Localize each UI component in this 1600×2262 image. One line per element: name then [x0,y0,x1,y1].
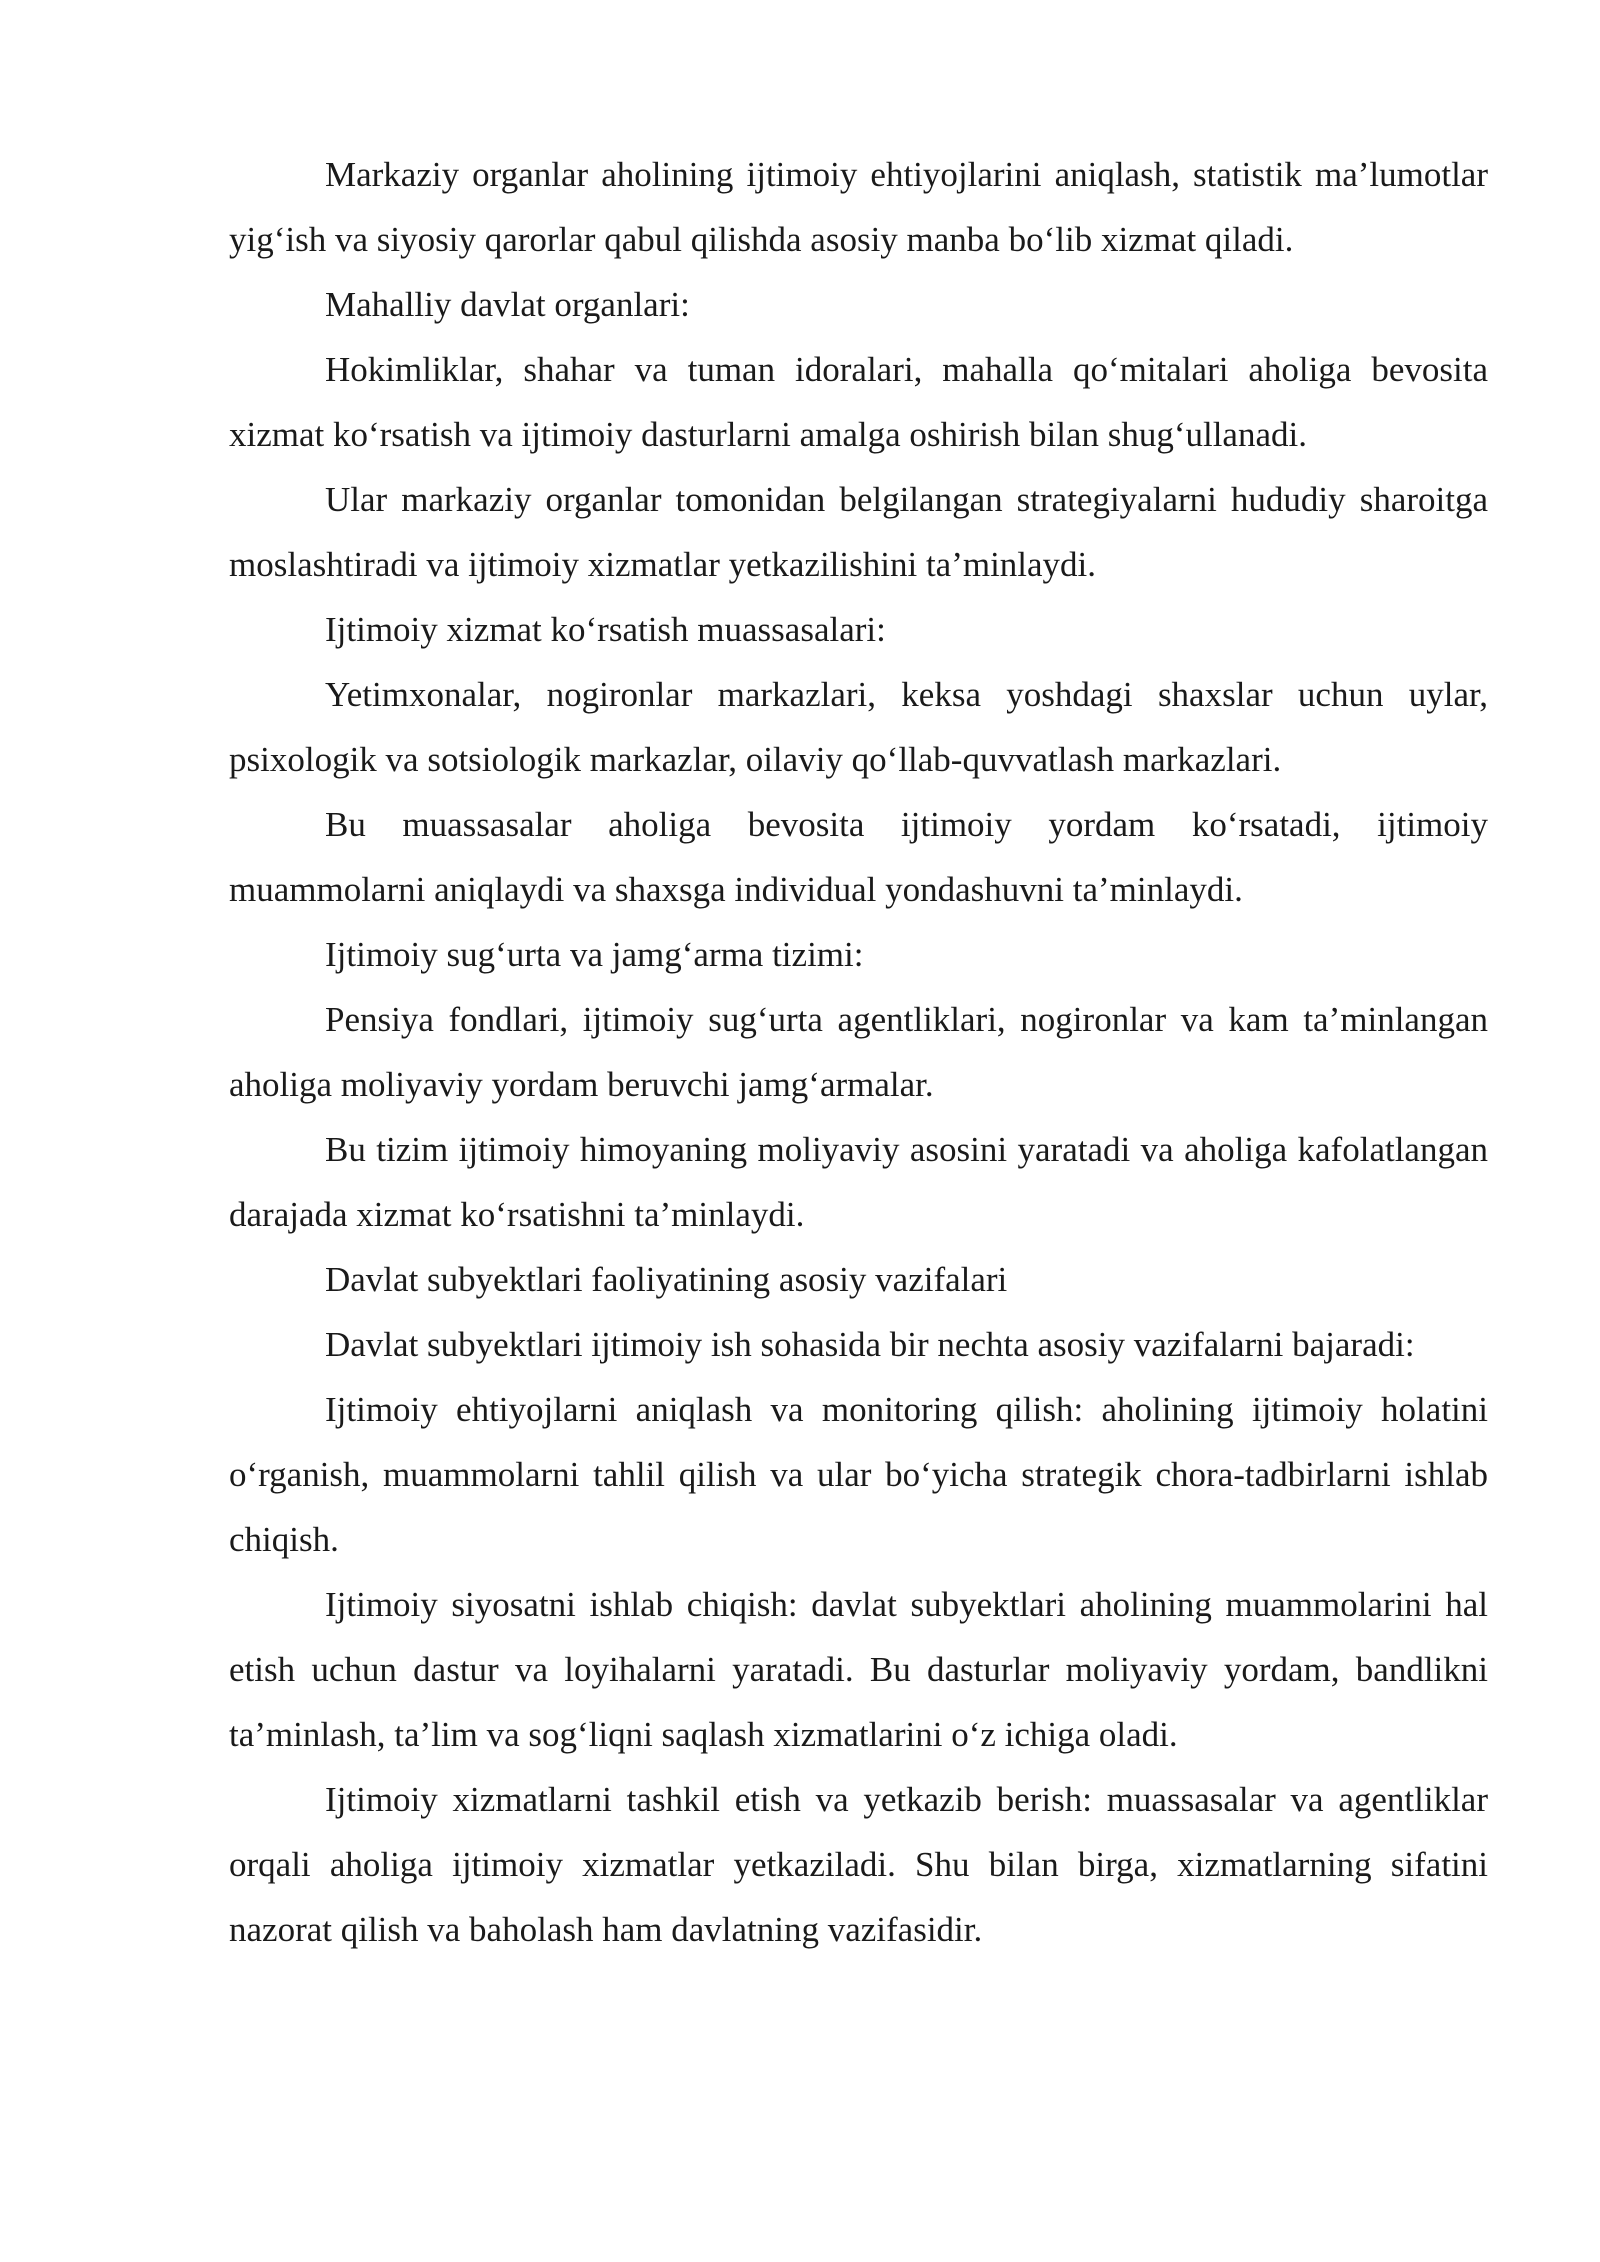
paragraph-task-social-policy: Ijtimoiy siyosatni ishlab chiqish: davlat subyektlari aholining muammolarini hal etish uchun dastur va loyihalarni yaratadi. Bu dasturlar moliyaviy yordam, bandlikni ta’minlash, ta’lim va sog‘liqni saqlash xizmatlarini o‘z ichiga oladi. [229,1585,1488,1754]
heading-social-insurance-system: Ijtimoiy sug‘urta va jamg‘arma tizimi: [325,935,864,974]
heading-local-government-bodies: Mahalliy davlat organlari: [325,285,690,324]
paragraph-insurance-list: Pensiya fondlari, ijtimoiy sug‘urta agentliklari, nogironlar va kam ta’minlangan aholiga moliyaviy yordam beruvchi jamg‘armalar. [229,1000,1488,1104]
paragraph-tasks-intro: Davlat subyektlari ijtimoiy ish sohasida bir nechta asosiy vazifalarni bajaradi: [325,1325,1415,1364]
heading-main-tasks: Davlat subyektlari faoliyatining asosiy vazifalari [325,1260,1008,1299]
paragraph-insurance-role: Bu tizim ijtimoiy himoyaning moliyaviy asosini yaratadi va aholiga kafolatlangan darajada xizmat ko‘rsatishni ta’minlaydi. [229,1130,1488,1234]
paragraph-institutions-role: Bu muassasalar aholiga bevosita ijtimoiy yordam ko‘rsatadi, ijtimoiy muammolarni aniqlaydi va shaxsga individual yondashuvni ta’minlaydi. [229,805,1488,909]
paragraph-local-bodies-role: Ular markaziy organlar tomonidan belgilangan strategiyalarni hududiy sharoitga moslashtiradi va ijtimoiy xizmatlar yetkazilishini ta’minlaydi. [229,480,1488,584]
paragraph-task-needs-monitoring: Ijtimoiy ehtiyojlarni aniqlash va monitoring qilish: aholining ijtimoiy holatini o‘rganish, muammolarni tahlil qilish va ular bo‘yicha strategik chora-tadbirlarni ishlab chiqish. [229,1390,1488,1559]
paragraph-institutions-list: Yetimxonalar, nogironlar markazlari, keksa yoshdagi shaxslar uchun uylar, psixologik va sotsiologik markazlar, oilaviy qo‘llab-quvvatlash markazlari. [229,675,1488,779]
document-body [229,142,1488,1962]
paragraph-local-bodies-list: Hokimliklar, shahar va tuman idoralari, mahalla qo‘mitalari aholiga bevosita xizmat ko‘rsatish va ijtimoiy dasturlarni amalga oshirish bilan shug‘ullanadi. [229,350,1488,454]
paragraph-task-service-delivery: Ijtimoiy xizmatlarni tashkil etish va yetkazib berish: muassasalar va agentliklar orqali aholiga ijtimoiy xizmatlar yetkaziladi. Shu bilan birga, xizmatlarning sifatini nazorat qilish va baholash ham davlatning vazifasidir. [229,1780,1488,1949]
heading-social-service-institutions: Ijtimoiy xizmat ko‘rsatish muassasalari: [325,610,886,649]
paragraph-central-bodies-role: Markaziy organlar aholining ijtimoiy ehtiyojlarini aniqlash, statistik ma’lumotlar yig‘ish va siyosiy qarorlar qabul qilishda asosiy manba bo‘lib xizmat qiladi. [229,155,1488,259]
